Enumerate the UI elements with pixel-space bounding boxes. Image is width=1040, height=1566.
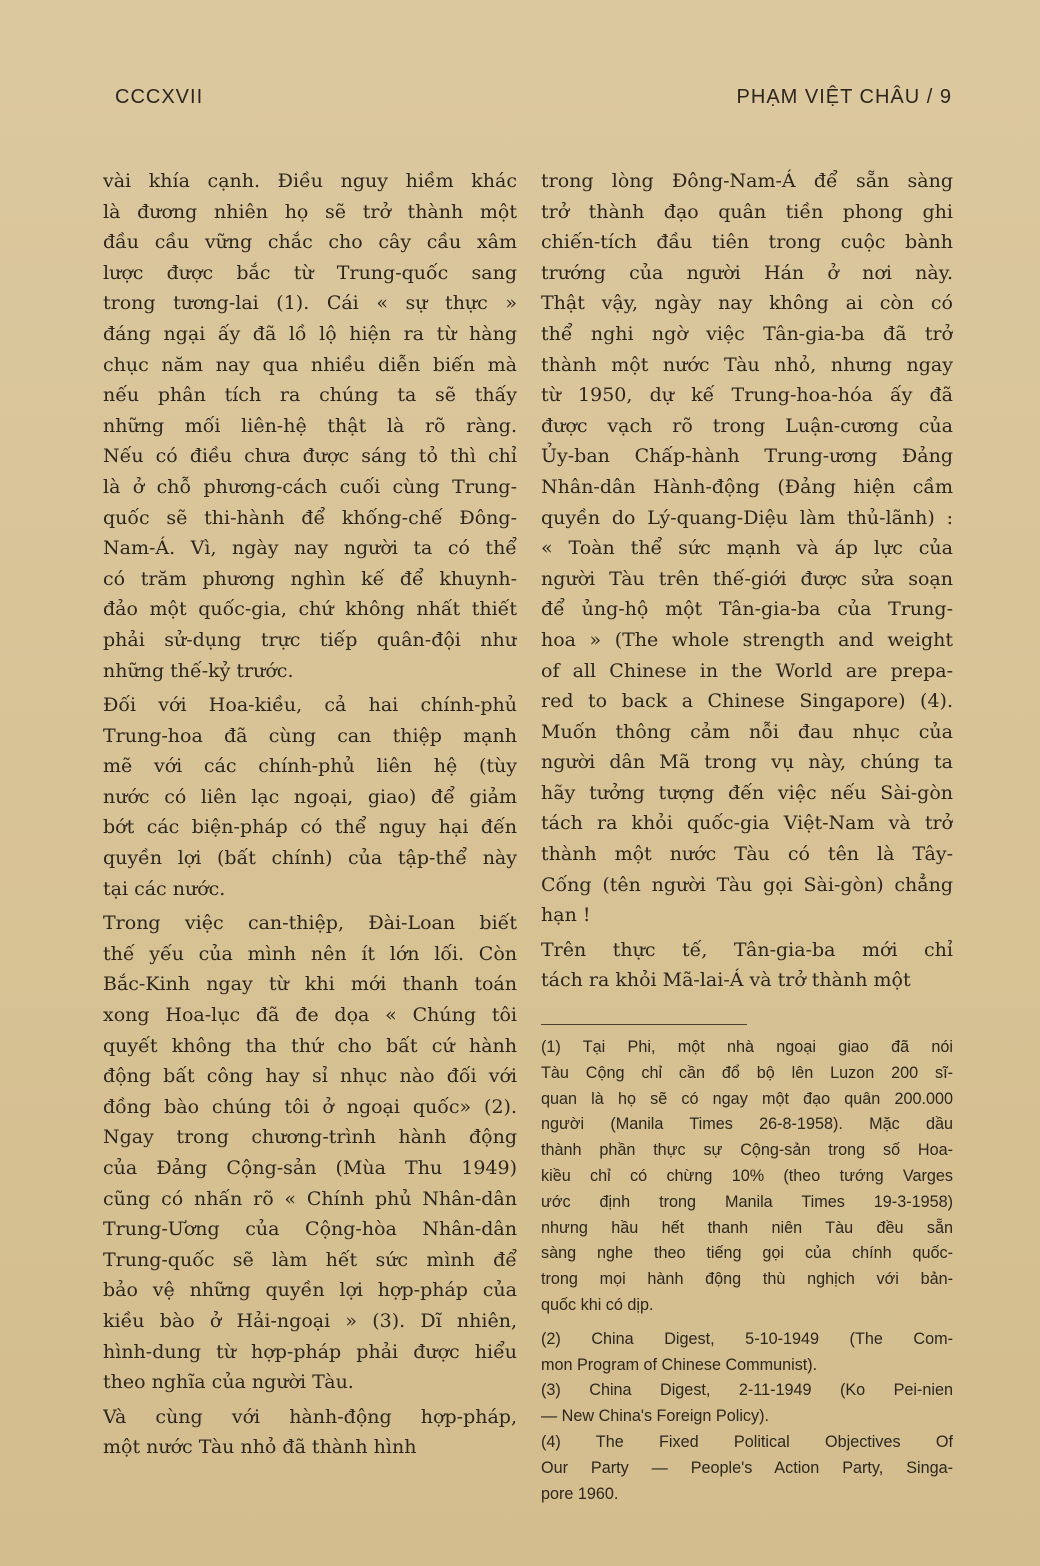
text-line: mẽ với các chính-phủ liên hệ (tùy	[103, 755, 517, 778]
footnote-line: (4) The Fixed Political Objectives Of	[541, 1432, 953, 1451]
footnote-line: quan là họ sẽ có ngay một đạo quân 200.000	[541, 1089, 953, 1108]
text-line: cũng có nhấn rõ « Chính phủ Nhân-dân	[103, 1187, 517, 1210]
footnote-3	[541, 1378, 953, 1430]
footnote-4	[541, 1430, 953, 1507]
footnote-line: — New China's Foreign Policy).	[541, 1407, 769, 1426]
text-line: thế yếu của mình nên ít lớn lối. Còn	[103, 942, 517, 965]
text-line: Bắc-Kinh ngay từ khi mới thanh toán	[103, 973, 517, 996]
footnote-line: Tàu Cộng chỉ cần đổ bộ lên Luzon 200 sĩ-	[541, 1063, 953, 1082]
footnote-line: pore 1960.	[541, 1484, 619, 1503]
text-line: vài khía cạnh. Điều nguy hiềm khác	[103, 170, 517, 192]
text-line: tách ra khỏi quốc-gia Việt-Nam và trở	[541, 812, 953, 835]
footnote-line: nhưng hầu hết thanh niên Tàu đều sẵn	[541, 1218, 953, 1237]
text-line: Trung-Ương của Cộng-hòa Nhân-dân	[103, 1218, 517, 1241]
text-line: « Toàn thể sức mạnh và áp lực của	[541, 537, 953, 560]
footnote-line: (3) China Digest, 2-11-1949 (Ko Pei-nien	[541, 1381, 953, 1400]
text-line: Nam-Á. Vì, ngày nay người ta có thể	[103, 537, 517, 560]
left-column-text	[103, 166, 517, 1463]
footnote-line: trong mọi hành động thù nghịch với bản-	[541, 1270, 953, 1289]
text-line: hạn !	[541, 904, 591, 927]
text-line: một nước Tàu nhỏ đã thành hình	[103, 1436, 417, 1459]
text-line: động bất công hay sỉ nhục nào đối với	[103, 1065, 517, 1088]
footnote-2	[541, 1327, 953, 1379]
running-header	[115, 86, 952, 116]
footnote-line: (1) Tại Phi, một nhà ngoại giao đã nói	[541, 1038, 953, 1057]
text-line: của Đảng Cộng-sản (Mùa Thu 1949)	[103, 1157, 517, 1179]
text-line: những mối liên-hệ thật là rõ ràng.	[103, 414, 517, 437]
text-line: hãy tưởng tượng đến việc nếu Sài-gòn	[541, 781, 953, 804]
text-line: xong Hoa-lục đã đe dọa « Chúng tôi	[103, 1004, 517, 1027]
text-line: quốc sẽ thi-hành để khống-chế Đông-	[103, 506, 517, 529]
text-line: Trung-quốc sẽ làm hết sức mình để	[103, 1248, 517, 1271]
text-line: tại các nước.	[103, 877, 226, 900]
text-line: quyền lợi (bất chính) của tập-thể này	[103, 847, 517, 870]
text-line: thành một nước Tàu có tên là Tây-	[541, 843, 953, 866]
text-line: thành một nước Tàu nhỏ, nhưng ngay	[541, 353, 953, 376]
text-line: có trăm phương nghìn kế để khuynh-	[103, 567, 517, 590]
text-line: người Tàu trên thế-giới được sửa soạn	[541, 567, 953, 590]
text-line: kiều bào ở Hải-ngoại » (3). Dĩ nhiên,	[103, 1309, 517, 1332]
text-line: red to back a Chinese Singapore) (4).	[541, 690, 953, 713]
text-line: Trên thực tế, Tân-gia-ba mới chỉ	[541, 938, 953, 961]
footnote-1	[541, 1035, 953, 1319]
text-line: trong lòng Đông-Nam-Á để sẵn sàng	[541, 170, 953, 192]
text-line: Và cùng với hành-động hợp-pháp,	[103, 1405, 517, 1428]
footnotes	[541, 1035, 953, 1507]
text-line: bớt các biện-pháp có thể nguy hại đến	[103, 816, 517, 839]
text-line: Cống (tên người Tàu gọi Sài-gòn) chẳng	[541, 873, 953, 896]
footnote-line: (2) China Digest, 5-10-1949 (The Com-	[541, 1329, 953, 1348]
text-line: Ủy-ban Chấp-hành Trung-ương Đảng	[541, 445, 953, 468]
text-line: là đương nhiên họ sẽ trở thành một	[103, 200, 517, 223]
footnote-line: quốc khi có dịp.	[541, 1296, 654, 1314]
text-line: đồng bào chúng tôi ở ngoại quốc» (2).	[103, 1095, 517, 1118]
footnote-line: sàng nghe theo tiếng gọi của chính quốc-	[541, 1244, 953, 1263]
text-line: người dân Mã trong vụ này, chúng ta	[541, 751, 953, 774]
text-line: chục năm nay qua nhiều diễn biến mà	[103, 353, 517, 376]
text-line: hình-dung từ hợp-pháp phải được hiểu	[103, 1340, 517, 1363]
text-line: từ 1950, dự kế Trung-hoa-hóa ấy đã	[541, 384, 953, 407]
footnote-line: Our Party — People's Action Party, Singa-	[541, 1458, 953, 1477]
text-line: đầu cầu vững chắc cho cây cầu xâm	[103, 231, 517, 254]
right-column-text	[541, 166, 953, 996]
text-line: Nhân-dân Hành-động (Đảng hiện cầm	[541, 475, 953, 498]
text-line: những thế-kỷ trước.	[103, 659, 294, 682]
text-line: Trung-hoa đã cùng can thiệp mạnh	[103, 724, 517, 747]
text-line: of all Chinese in the World are prepa-	[541, 659, 953, 682]
text-line: Nếu có điều chưa được sáng tỏ thì chỉ	[103, 445, 517, 468]
author-and-page-number: PHẠM VIỆT CHÂU / 9	[736, 86, 952, 108]
text-line: quyền do Lý-quang-Diệu làm thủ-lãnh) :	[541, 506, 953, 529]
text-line: nếu phân tích ra chúng ta sẽ thấy	[103, 384, 517, 407]
text-line: thể nghi ngờ việc Tân-gia-ba đã trở	[541, 322, 953, 345]
text-line: bảo vệ những quyền lợi hợp-pháp của	[103, 1279, 517, 1302]
text-line: quyết không tha thứ cho bất cứ hành	[103, 1034, 517, 1057]
text-line: lược được bắc từ Trung-quốc sang	[103, 261, 517, 284]
text-line: Trong việc can-thiệp, Đài-Loan biết	[103, 912, 517, 935]
text-line: chiến-tích đầu tiên trong cuộc bành	[541, 231, 953, 254]
text-line: Thật vậy, ngày nay không ai còn có	[541, 292, 953, 315]
text-line: để ủng-hộ một Tân-gia-ba của Trung-	[541, 598, 953, 621]
text-line: Muốn thông cảm nỗi đau nhục của	[541, 720, 953, 743]
text-line: được vạch rõ trong Luận-cương của	[541, 414, 953, 437]
text-line: hoa » (The whole strength and weight	[541, 628, 953, 651]
footnote-divider	[541, 1024, 747, 1025]
footnote-line: kiều chỉ có chừng 10% (theo tướng Varges	[541, 1167, 953, 1186]
text-line: trở thành đạo quân tiền phong ghi	[541, 200, 953, 223]
text-line: đáng ngại ấy đã lồ lộ hiện ra từ hàng	[103, 322, 517, 345]
text-line: trong tương-lai (1). Cái « sự thực »	[103, 292, 517, 315]
chapter-number: CCCXVII	[115, 86, 204, 108]
text-line: nước có liên lạc ngoại, giao) để giảm	[103, 785, 517, 808]
right-column	[541, 166, 953, 1507]
footnote-line: mon Program of Chinese Communist).	[541, 1355, 818, 1374]
footnote-line: ước định trong Manila Times 19-3-1958)	[541, 1192, 953, 1211]
footnote-line: thành phần thực sự Cộng-sản trong số Hoa-	[541, 1141, 953, 1160]
text-line: là ở chỗ phương-cách cuối cùng Trung-	[103, 475, 517, 498]
text-line: đảo một quốc-gia, chứ không nhất thiết	[103, 598, 517, 621]
text-line: phải sử-dụng trực tiếp quân-đội như	[103, 628, 517, 651]
text-line: trướng của người Hán ở nơi này.	[541, 261, 953, 284]
text-line: Đối với Hoa-kiều, cả hai chính-phủ	[103, 694, 517, 717]
text-line: tách ra khỏi Mã-lai-Á và trở thành một	[541, 969, 911, 992]
text-line: Ngay trong chương-trình hành động	[103, 1126, 517, 1149]
footnote-line: người (Manila Times 26-8-1958). Mặc dầu	[541, 1115, 953, 1134]
text-line: theo nghĩa của người Tàu.	[103, 1371, 354, 1394]
